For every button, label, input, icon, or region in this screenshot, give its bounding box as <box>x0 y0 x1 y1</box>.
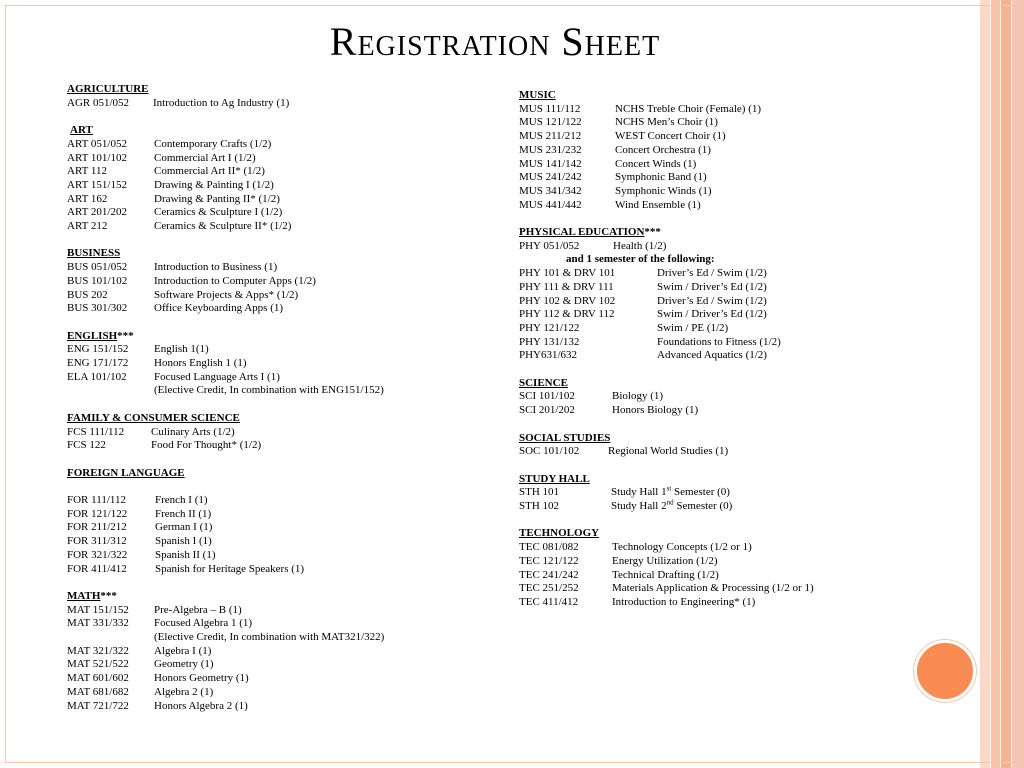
course-name: Foundations to Fitness (1/2) <box>657 335 781 348</box>
course-code: MAT 151/152 <box>67 603 129 616</box>
section-heading: PHYSICAL EDUCATION <box>519 226 645 239</box>
course-name: Swim / Driver’s Ed (1/2) <box>657 280 767 293</box>
sub-label: and 1 semester of the following: <box>566 253 715 266</box>
course-row <box>67 97 487 111</box>
course-name: Technical Drafting (1/2) <box>612 568 719 581</box>
course-list <box>67 138 487 234</box>
course-code: ART 112 <box>67 165 107 178</box>
course-code: MUS 111/112 <box>519 102 581 115</box>
course-list <box>67 97 487 111</box>
course-code: STH 101 <box>519 486 560 499</box>
section-social-studies <box>519 432 959 459</box>
course-code: PHY 112 & DRV 112 <box>519 308 615 321</box>
section-music <box>519 89 959 212</box>
section-math <box>67 590 487 713</box>
course-code: ELA 101/102 <box>67 370 127 383</box>
course-code: TEC 241/242 <box>519 568 579 581</box>
course-row <box>519 199 959 213</box>
course-name: Technology Concepts (1/2 or 1) <box>612 541 752 554</box>
section-agriculture <box>67 83 487 110</box>
course-name: Software Projects & Apps* (1/2) <box>154 288 299 301</box>
ordinal-suffix: nd <box>666 498 674 507</box>
section-physical-education <box>519 226 959 363</box>
course-list <box>519 445 959 459</box>
course-name: Symphonic Band (1) <box>615 171 707 184</box>
course-row <box>519 130 959 144</box>
course-name: Commercial Art I (1/2) <box>154 151 256 164</box>
course-row <box>519 171 959 185</box>
course-row <box>67 604 487 618</box>
course-list <box>67 343 487 384</box>
course-row <box>519 116 959 130</box>
course-code: BUS 202 <box>67 288 108 301</box>
course-name-text: Study Hall 2 <box>611 500 667 513</box>
course-name: Introduction to Engineering* (1) <box>612 595 756 608</box>
course-code: BUS 101/102 <box>67 274 128 287</box>
course-row <box>67 645 487 659</box>
course-row <box>67 535 487 549</box>
course-row <box>67 371 487 385</box>
course-code: ART 151/152 <box>67 178 127 191</box>
course-code: TEC 081/082 <box>519 541 579 554</box>
course-name: Introduction to Computer Apps (1/2) <box>154 274 316 287</box>
section-heading: ART <box>70 124 93 137</box>
course-code: PHY 111 & DRV 111 <box>519 280 614 293</box>
course-code: PHY631/632 <box>519 349 578 362</box>
course-row <box>519 404 959 418</box>
course-row <box>67 426 487 440</box>
course-row <box>519 185 959 199</box>
course-name: French I (1) <box>155 494 208 506</box>
course-code: FOR 321/322 <box>67 548 128 561</box>
course-row <box>67 165 487 179</box>
course-row <box>519 569 959 583</box>
course-row <box>67 343 487 357</box>
course-name: Drawing & Painting I (1/2) <box>154 178 274 191</box>
course-code: TEC 411/412 <box>519 595 579 608</box>
course-code: FOR 411/412 <box>67 562 127 575</box>
course-row <box>67 206 487 220</box>
section-heading-wrap <box>67 590 487 604</box>
course-code: MUS 141/142 <box>519 157 582 170</box>
course-code: FOR 311/312 <box>67 535 127 548</box>
course-name: Introduction to Ag Industry (1) <box>153 96 290 109</box>
course-name: Concert Winds (1) <box>615 157 697 170</box>
course-code: MUS 121/122 <box>519 116 582 129</box>
section-study-hall <box>519 473 959 514</box>
course-row <box>67 563 487 577</box>
course-row <box>519 445 959 459</box>
section-heading: MUSIC <box>519 89 556 101</box>
page-title: Registration Sheet <box>329 19 661 64</box>
course-row <box>67 289 487 303</box>
course-code: AGR 051/052 <box>67 96 130 109</box>
decor-circle <box>914 640 976 702</box>
course-row <box>519 541 959 555</box>
course-list <box>67 494 487 576</box>
course-name: Spanish I (1) <box>155 535 212 548</box>
spacer <box>67 480 487 494</box>
course-code: MUS 211/212 <box>519 130 582 143</box>
course-list <box>519 541 959 610</box>
course-code: STH 102 <box>519 500 560 513</box>
course-row <box>519 295 959 309</box>
section-heading: AGRICULTURE <box>67 83 149 95</box>
course-name: Contemporary Crafts (1/2) <box>154 137 272 150</box>
course-row <box>519 240 959 254</box>
course-name: Pre-Algebra – B (1) <box>154 603 242 616</box>
course-name: Ceramics & Sculpture II* (1/2) <box>154 220 292 233</box>
course-name: Commercial Art II* (1/2) <box>154 165 265 178</box>
course-name: Office Keyboarding Apps (1) <box>154 302 284 315</box>
course-name: Geometry (1) <box>154 658 214 671</box>
course-row <box>519 336 959 350</box>
course-code: PHY 102 & DRV 102 <box>519 294 616 307</box>
course-code: MAT 601/602 <box>67 672 129 685</box>
course-list <box>67 645 487 714</box>
course-code: PHY 101 & DRV 101 <box>519 267 616 280</box>
section-heading: STUDY HALL <box>519 472 590 485</box>
course-name: Driver’s Ed / Swim (1/2) <box>657 267 767 280</box>
course-code: BUS 301/302 <box>67 302 128 315</box>
course-name: Honors English 1 (1) <box>154 357 247 370</box>
course-row <box>67 179 487 193</box>
ordinal-suffix: st <box>666 484 672 493</box>
course-row <box>67 549 487 563</box>
left-column <box>67 83 487 727</box>
course-name-text: Semester (0) <box>671 486 730 499</box>
course-name: Algebra 2 (1) <box>154 685 214 698</box>
course-code: MUS 441/442 <box>519 198 582 211</box>
course-row <box>519 144 959 158</box>
section-heading: SOCIAL STUDIES <box>519 431 611 444</box>
course-code: ART 051/052 <box>67 137 127 150</box>
course-name: German I (1) <box>155 521 213 534</box>
course-row <box>67 439 487 453</box>
course-list <box>67 261 487 316</box>
course-row <box>67 700 487 714</box>
section-fcs <box>67 412 487 453</box>
course-row <box>519 500 959 514</box>
course-name: NCHS Treble Choir (Female) (1) <box>615 102 762 115</box>
course-code: TEC 121/122 <box>519 554 579 567</box>
course-name: Wind Ensemble (1) <box>615 198 701 211</box>
course-name: WEST Concert Choir (1) <box>615 130 726 143</box>
section-heading: MATH <box>67 589 101 602</box>
course-code: PHY 131/132 <box>519 335 580 348</box>
heading-suffix: *** <box>100 589 117 602</box>
course-row <box>67 357 487 371</box>
course-code: FOR 121/122 <box>67 507 128 520</box>
section-english <box>67 330 487 399</box>
course-name: Materials Application & Processing (1/2 or 1) <box>612 582 814 595</box>
course-name: Focused Algebra 1 (1) <box>154 617 253 630</box>
course-row <box>67 658 487 672</box>
course-row <box>519 582 959 596</box>
course-code: MUS 231/232 <box>519 143 582 156</box>
course-code: ENG 151/152 <box>67 343 129 356</box>
course-code: SCI 201/202 <box>519 404 575 417</box>
course-code: SOC 101/102 <box>519 445 580 458</box>
section-heading: TECHNOLOGY <box>519 527 600 540</box>
course-name: Culinary Arts (1/2) <box>151 425 235 438</box>
course-code: MAT 521/522 <box>67 658 129 671</box>
right-column <box>519 89 959 623</box>
course-name: Drawing & Panting II* (1/2) <box>154 192 280 205</box>
course-note: (Elective Credit, In combination with MAT321/322) <box>154 631 385 644</box>
course-code: PHY 121/122 <box>519 321 580 334</box>
course-row <box>519 596 959 610</box>
course-name: English 1(1) <box>154 343 209 356</box>
course-row <box>67 152 487 166</box>
course-name: Biology (1) <box>612 390 664 403</box>
section-heading: SCIENCE <box>519 376 568 389</box>
section-heading-wrap <box>519 226 959 240</box>
course-name: Concert Orchestra (1) <box>615 143 711 156</box>
section-heading-wrap <box>67 330 487 344</box>
course-row <box>67 672 487 686</box>
course-code: MAT 681/682 <box>67 685 129 698</box>
course-code: MAT 721/722 <box>67 699 129 712</box>
course-row <box>67 686 487 700</box>
course-row <box>519 322 959 336</box>
course-row <box>519 486 959 500</box>
course-name: Focused Language Arts I (1) <box>154 370 280 383</box>
course-code: MAT 331/332 <box>67 617 129 630</box>
course-row <box>67 220 487 234</box>
course-name: Honors Geometry (1) <box>154 672 249 685</box>
course-row <box>519 390 959 404</box>
section-foreign-language <box>67 467 487 577</box>
course-row <box>519 308 959 322</box>
course-name-text: Semester (0) <box>673 500 733 513</box>
course-note: (Elective Credit, In combination with ENG151/152) <box>154 384 384 397</box>
course-list <box>67 604 487 631</box>
course-name <box>611 500 732 512</box>
course-name: Introduction to Business (1) <box>154 261 278 274</box>
course-list <box>519 267 959 363</box>
course-row <box>67 302 487 316</box>
course-row <box>67 193 487 207</box>
course-row <box>519 158 959 172</box>
section-heading: FAMILY & CONSUMER SCIENCE <box>67 411 240 424</box>
course-list <box>519 103 959 213</box>
course-name: Spanish for Heritage Speakers (1) <box>155 562 305 575</box>
course-name: Symphonic Winds (1) <box>615 184 712 197</box>
course-list <box>519 390 959 417</box>
section-heading: ENGLISH <box>67 329 118 342</box>
course-code: ENG 171/172 <box>67 357 129 370</box>
heading-suffix: *** <box>644 226 661 239</box>
course-row <box>67 138 487 152</box>
course-row <box>67 508 487 522</box>
course-row <box>519 281 959 295</box>
course-code: FOR 211/212 <box>67 521 127 534</box>
course-name: Driver’s Ed / Swim (1/2) <box>657 294 767 307</box>
section-heading: BUSINESS <box>67 247 121 260</box>
course-code: PHY 051/052 <box>519 239 580 252</box>
course-row <box>67 494 487 508</box>
course-name: Swim / PE (1/2) <box>657 321 729 334</box>
course-code: SCI 101/102 <box>519 390 575 403</box>
course-name: Honors Biology (1) <box>612 404 699 417</box>
course-row <box>67 275 487 289</box>
section-heading: FOREIGN LANGUAGE <box>67 466 185 479</box>
course-name: Swim / Driver’s Ed (1/2) <box>657 308 767 321</box>
course-list <box>519 240 959 254</box>
section-science <box>519 377 959 418</box>
course-name: Honors Algebra 2 (1) <box>154 699 248 712</box>
course-name: French II (1) <box>155 507 212 520</box>
course-row <box>519 103 959 117</box>
course-code: ART 162 <box>67 192 108 205</box>
course-name: Health (1/2) <box>613 239 667 252</box>
course-name: Algebra I (1) <box>154 644 212 657</box>
course-name: Ceramics & Sculpture I (1/2) <box>154 206 283 219</box>
heading-suffix: *** <box>117 329 134 342</box>
section-business <box>67 247 487 316</box>
course-name-text: Study Hall 1 <box>611 486 667 499</box>
course-code: FCS 122 <box>67 439 106 452</box>
course-code: BUS 051/052 <box>67 261 128 274</box>
course-row <box>67 617 487 631</box>
course-name: Spanish II (1) <box>155 548 216 561</box>
course-list <box>67 426 487 453</box>
course-row <box>519 349 959 363</box>
course-name: Advanced Aquatics (1/2) <box>657 349 767 362</box>
section-technology <box>519 527 959 609</box>
course-code: MUS 341/342 <box>519 184 582 197</box>
course-code: MUS 241/242 <box>519 171 582 184</box>
course-code: FCS 111/112 <box>67 425 125 438</box>
course-code: TEC 251/252 <box>519 582 579 595</box>
course-name <box>611 486 730 498</box>
course-code: ART 201/202 <box>67 206 127 219</box>
course-row <box>67 521 487 535</box>
course-row <box>519 555 959 569</box>
course-row <box>67 261 487 275</box>
course-code: FOR 111/112 <box>67 494 126 506</box>
course-name: Energy Utilization (1/2) <box>612 554 718 567</box>
section-art <box>67 124 487 234</box>
course-code: ART 101/102 <box>67 151 127 164</box>
course-row <box>519 267 959 281</box>
course-code: MAT 321/322 <box>67 644 129 657</box>
course-code: ART 212 <box>67 220 108 233</box>
course-name: Food For Thought* (1/2) <box>151 439 262 452</box>
course-name: NCHS Men’s Choir (1) <box>615 116 718 129</box>
course-name: Regional World Studies (1) <box>608 445 729 458</box>
